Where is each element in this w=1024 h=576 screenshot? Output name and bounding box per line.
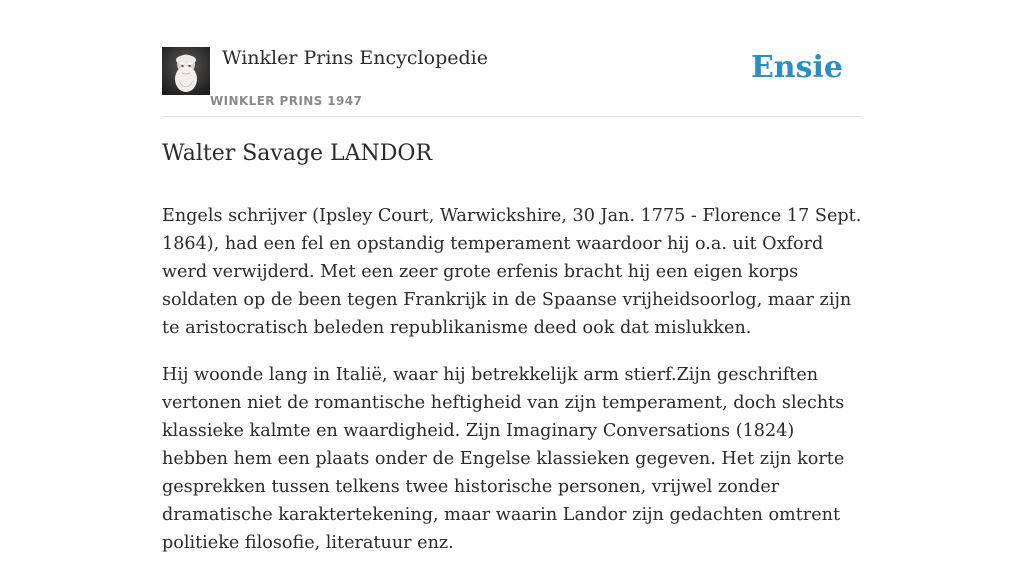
- article-paragraph: Engels schrijver (Ipsley Court, Warwickshire, 30 Jan. 1775 - Florence 17 Sept. 1864), had een fel en opstandig temperament waardoor hij o.a. uit Oxford werd verwijderd. Met een zeer grote erfenis bracht hij een eigen korps soldaten op de been tegen Frankrijk in de Spaanse vrijheidsoorlog, maar zijn te aristocratisch beleden republikanisme deed ook dat mislukken.: [162, 206, 862, 338]
- article-title: Walter Savage LANDOR: [162, 141, 433, 166]
- avatar[interactable]: [162, 47, 210, 95]
- header: [162, 46, 862, 117]
- brand-logo[interactable]: Ensie: [750, 50, 843, 85]
- bearded-man-portrait-icon: [162, 47, 210, 95]
- article: [162, 138, 862, 576]
- site-name[interactable]: Winkler Prins Encyclopedie: [222, 47, 488, 69]
- article-paragraph: Hij woonde lang in Italië, waar hij betrekkelijk arm stierf.Zijn geschriften vertonen niet de romantische heftigheid van zijn temperament, doch slechts klassieke kalmte en waardigheid. Zijn Imaginary Conversations (1824) hebben hem een plaats onder de Engelse klassieken gegeven. Het zijn korte gesprekken tussen telkens twee historische personen, vrijwel zonder dramatische karaktertekening, maar waarin Landor zijn gedachten omtrent politieke filosofie, literatuur enz.: [162, 365, 845, 553]
- source-label[interactable]: WINKLER PRINS 1947: [210, 94, 363, 108]
